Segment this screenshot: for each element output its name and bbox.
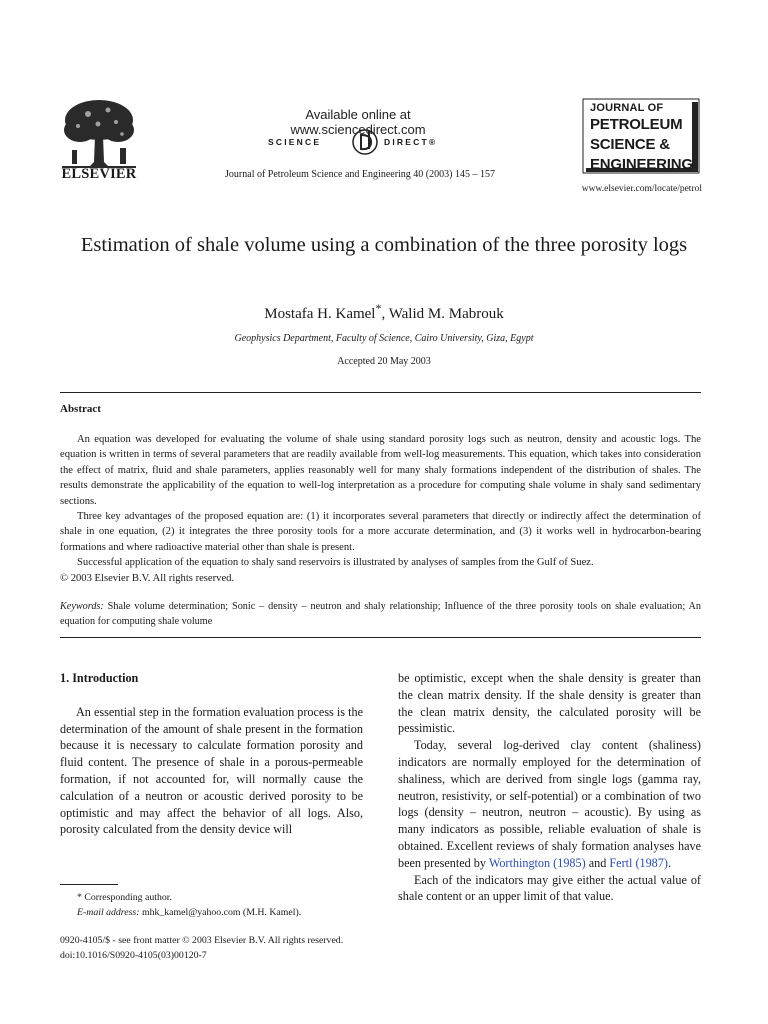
publisher-name: ELSEVIER: [61, 166, 137, 182]
abstract-paragraph: Three key advantages of the proposed equation are: (1) it incorporates several parameters that directly or indirectly affect the determination of shale in one equation, (2) it integrates the three porosity tools for a more accurate determination, and (3) it works well in hydrocarbon-bearing formations and where radioactive material other than shale is present.: [60, 511, 701, 553]
column-right: [398, 670, 701, 905]
abstract-paragraph: An equation was developed for evaluating the volume of shale using standard porosity logs such as neutron, density and acoustic logs. The equation is written in terms of several parameters that are readily available from well-log measurements. This equation, which takes into consideration the effect of matrix, fluid and shale parameters, applies reasonably well for many shaly formations independent of the distribution of shales. The results demonstrate the applicability of the equation to well-log interpretation as a procedure for computing shale volume in shaly sand sedimentary sections.: [60, 434, 701, 507]
body-paragraph: An essential step in the formation evaluation process is the determination of the amount of shale present in the formation because it is necessary to calculate formation porosity and fluid content. The presence of shale in a porous-permeable formation, if not accounted for, will normally cause the calculation of a neutron or acoustic derived porosity to be optimistic and may affect the behavior of all logs. Also, porosity calculated from the density device will: [60, 704, 363, 837]
keywords-list: Shale volume determination; Sonic – density – neutron and shaly relationship; Influence of the three porosity tools on shale evaluation; An equation for computing shale volume: [60, 601, 701, 627]
sciencedirect-d-icon: [350, 127, 380, 157]
journal-citation: Journal of Petroleum Science and Engineering 40 (2003) 145 – 157: [225, 169, 495, 180]
column-left: [60, 670, 363, 838]
paragraph-text: and: [585, 855, 610, 870]
keywords: [60, 600, 701, 629]
accepted-date: Accepted 20 May 2003: [337, 356, 431, 367]
article-title: Estimation of shale volume using a combination of the three porosity logs: [80, 234, 688, 256]
reference-link-fertl[interactable]: Fertl (1987): [609, 855, 668, 870]
journal-logo-line2: SCIENCE &: [590, 136, 670, 153]
body-paragraph: Each of the indicators may give either the actual value of shale content or an upper limit of that value.: [398, 872, 701, 904]
corresponding-author-note: * Corresponding author.: [77, 892, 172, 903]
abstract-paragraph: Successful application of the equation to shaly sand reservoirs is illustrated by analyses of samples from the Gulf of Suez.: [77, 557, 594, 569]
page-footer: [60, 933, 420, 963]
email-address[interactable]: mhk_kamel@yahoo.com (M.H. Kamel).: [139, 907, 302, 918]
divider-bottom: [60, 637, 701, 638]
body-paragraph: [398, 737, 701, 871]
keywords-label: Keywords:: [60, 601, 104, 612]
body-paragraph: be optimistic, except when the shale density is greater than the clean matrix density. If the shale density is greater than the clean matrix density, the calculated porosity will be pessimistic.: [398, 671, 701, 736]
journal-logo-of: JOURNAL OF: [590, 102, 664, 114]
sciencedirect-right-word: DIRECT®: [384, 137, 438, 147]
author-mabrouk: , Walid M. Mabrouk: [381, 306, 504, 322]
journal-logo-line3: ENGINEERING: [590, 156, 693, 173]
paragraph-text: .: [667, 855, 671, 870]
email-note: [60, 905, 380, 920]
affiliation: Geophysics Department, Faculty of Science, Cairo University, Giza, Egypt: [234, 333, 534, 344]
footnote: [60, 890, 380, 920]
journal-logo-line1: PETROLEUM: [590, 116, 683, 133]
divider-top: [60, 392, 701, 393]
author-kamel: Mostafa H. Kamel: [264, 306, 376, 322]
corresponding-author-mark[interactable]: *: [375, 301, 382, 315]
author-list: [60, 301, 708, 323]
reference-link-worthington[interactable]: Worthington (1985): [488, 855, 586, 870]
journal-url-link[interactable]: www.elsevier.com/locate/petrol: [581, 184, 702, 194]
issn-line: 0920-4105/$ - see front matter © 2003 Elsevier B.V. All rights reserved.: [60, 935, 344, 946]
sciencedirect-left-word: SCIENCE: [268, 137, 322, 147]
abstract-body: [60, 432, 701, 586]
email-label: E-mail address:: [77, 907, 140, 918]
abstract-heading: Abstract: [60, 403, 101, 415]
paragraph-text: Today, several log-derived clay content (shaliness) indicators are normally employed for the determination of shaliness, which are derived from single logs (gamma ray, neutron, resistivity, or self-potential) or a combination of two logs (density – neutron, neutron – acoustic). By using as many indicators as possible, reliable evaluation of shale is obtained. Excellent reviews of shaly formation analyses have been presented by: [398, 738, 701, 870]
copyright-line: © 2003 Elsevier B.V. All rights reserved.: [60, 572, 235, 584]
sciencedirect-logo: [268, 129, 474, 155]
available-online-text: Available online at www.sciencedirect.com: [290, 107, 426, 137]
doi-line[interactable]: doi:10.1016/S0920-4105(03)00120-7: [60, 950, 207, 961]
footnote-divider: [60, 884, 118, 885]
section-heading: 1. Introduction: [60, 671, 139, 685]
